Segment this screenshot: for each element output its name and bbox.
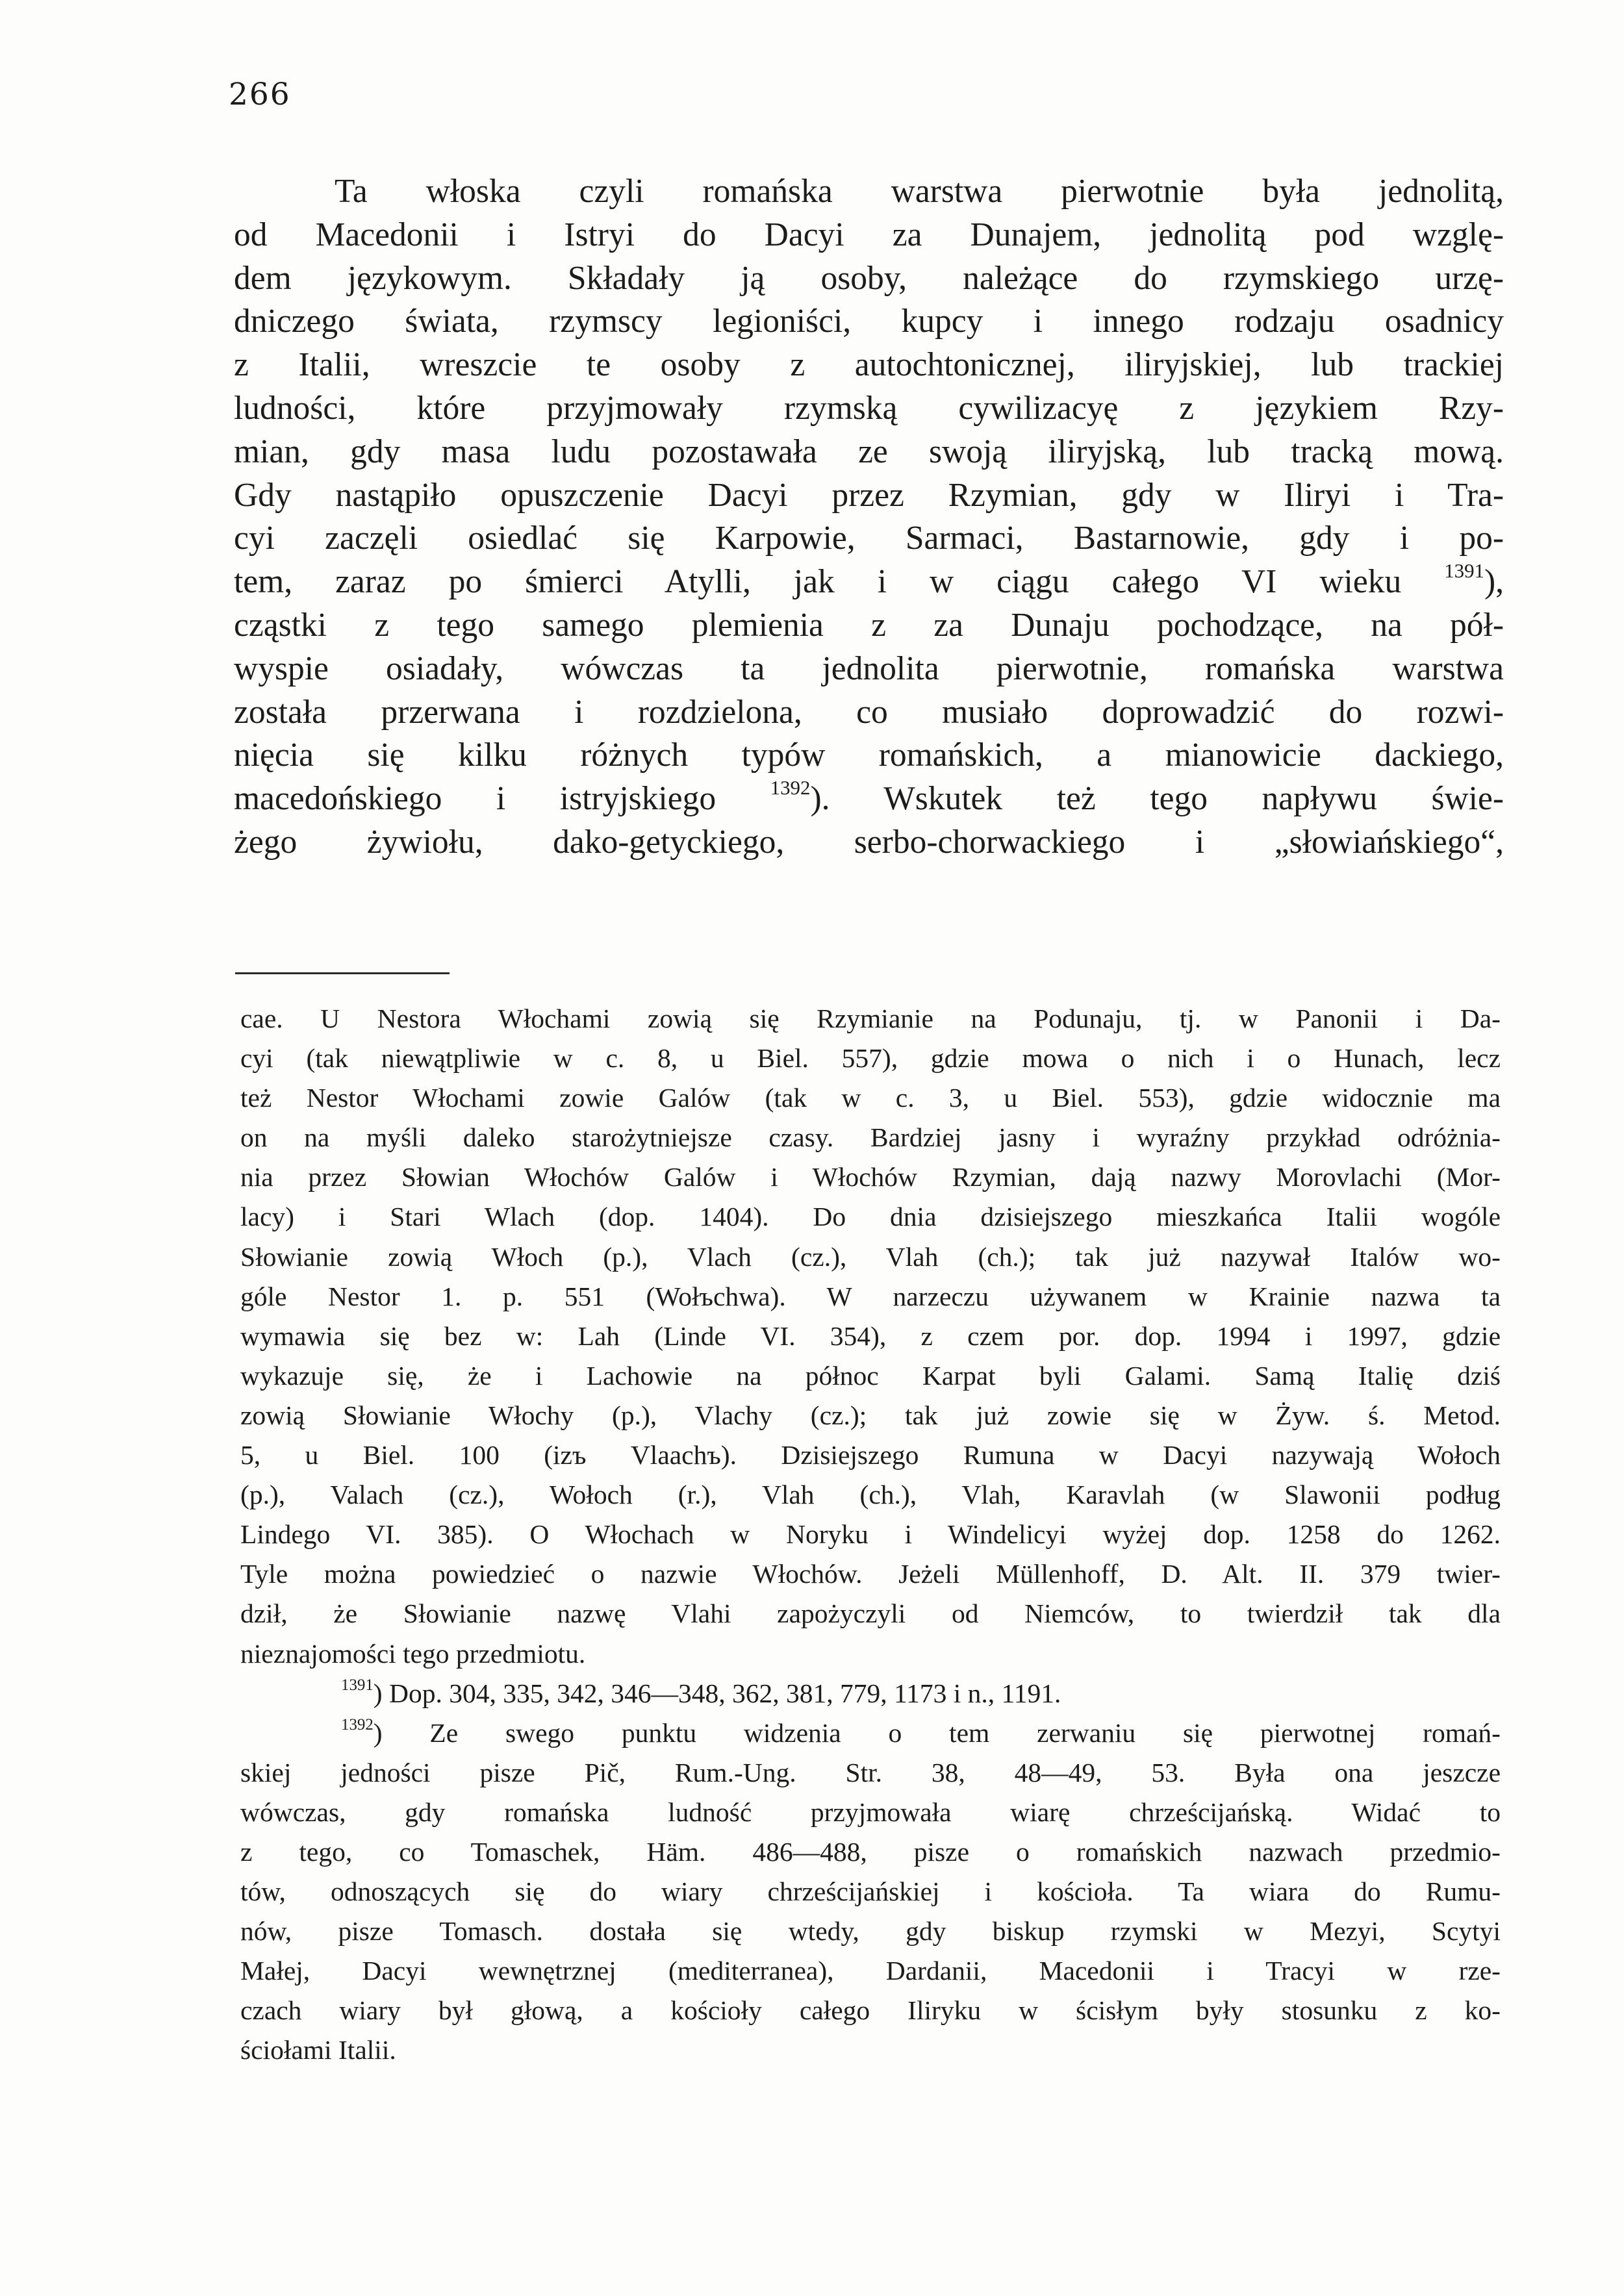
footnote-line: czach wiary był głową, a kościoły całego Iliryku w ścisłym były stosunku z ko- — [240, 1995, 1501, 2026]
footnote-number-1391: 1391 — [341, 1676, 374, 1695]
main-text — [234, 170, 1504, 864]
main-line-text: macedońskiego i istryjskiego — [234, 780, 717, 818]
footnote-line: ściołami Italii. — [240, 2035, 396, 2065]
footnote-1392-text: ) Ze swego punktu widzenia o tem zerwaniu się pierwotnej romań- — [373, 1717, 1501, 1748]
main-line: ludności, które przyjmowały rzymską cywilizacyę z językiem Rzy- — [234, 389, 1504, 427]
footnote-line: Słowianie zowią Włoch (p.), Vlach (cz.), Vlah (ch.); tak już nazywał Italów wo- — [240, 1241, 1501, 1272]
footnote-ref-1392: 1392 — [770, 776, 811, 800]
footnote-line: nia przez Słowian Włochów Galów i Włochów Rzymian, dają nazwy Morovlachi (Mor- — [240, 1162, 1501, 1192]
footnote-line: nów, pisze Tomasch. dostała się wtedy, gdy biskup rzymski w Mezyi, Scytyi — [240, 1916, 1501, 1947]
footnote-line: nieznajomości tego przedmiotu. — [240, 1638, 586, 1669]
main-line: Gdy nastąpiło opuszczenie Dacyi przez Rzymian, gdy w Iliryi i Tra- — [234, 476, 1504, 514]
main-line: od Macedonii i Istryi do Dacyi za Dunajem, jednolitą pod wzglę- — [234, 216, 1504, 253]
footnote-divider — [235, 972, 450, 974]
footnote-line: z tego, co Tomaschek, Häm. 486—488, pisze o romańskich nazwach przedmio- — [240, 1836, 1501, 1867]
footnote-line: skiej jedności pisze Pič, Rum.-Ung. Str. 38, 48—49, 53. Była ona jeszcze — [240, 1757, 1501, 1787]
footnote-line: lacy) i Stari Wlach (dop. 1404). Do dnia dzisiejszego mieszkańca Italii wogóle — [240, 1202, 1501, 1232]
footnote-line: góle Nestor 1. p. 551 (Wołъchwa). W narzeczu używanem w Krainie nazwa ta — [240, 1281, 1501, 1311]
footnote-line: zowią Słowianie Włochy (p.), Vlachy (cz.); tak już zowie się w Żyw. ś. Metod. — [240, 1400, 1501, 1430]
footnote-line: Tyle można powiedzieć o nazwie Włochów. Jeżeli Müllenhoff, D. Alt. II. 379 twier- — [240, 1559, 1501, 1589]
footnote-line: Małej, Dacyi wewnętrznej (mediterranea), Dardanii, Macedonii i Tracyi w rze- — [240, 1956, 1501, 1986]
page-number: 266 — [229, 77, 291, 112]
main-line-with-ref — [234, 561, 1504, 604]
footnote-line: Lindego VI. 385). O Włochach w Noryku i Windelicyi wyżej dop. 1258 do 1262. — [240, 1519, 1501, 1550]
footnote-line: cae. U Nestora Włochami zowią się Rzymianie na Podunaju, tj. w Panonii i Da- — [240, 1003, 1501, 1033]
footnote-line: 5, u Biel. 100 (izъ Vlaachъ). Dzisiejszego Rumuna w Dacyi nazywają Wołoch — [240, 1440, 1501, 1470]
main-line: wyspie osiadały, wówczas ta jednolita pierwotnie, romańska warstwa — [234, 650, 1504, 687]
main-line: z Italii, wreszcie te osoby z autochtonicznej, iliryjskiej, lub trackiej — [234, 346, 1504, 384]
main-line: cząstki z tego samego plemienia z za Dunaju pochodzące, na pół- — [234, 606, 1504, 644]
main-line: została przerwana i rozdzielona, co musiało doprowadzić do rozwi- — [234, 693, 1504, 731]
footnote-ref-1391: 1391 — [1444, 559, 1484, 583]
main-line: Ta włoska czyli romańska warstwa pierwotnie była jednolitą, — [335, 173, 1504, 210]
main-line: nięcia się kilku różnych typów romańskich, a mianowicie dackiego, — [234, 737, 1504, 774]
main-line-end: ), — [1484, 563, 1504, 601]
main-line: cyi zaczęli osiedlać się Karpowie, Sarmaci, Bastarnowie, gdy i po- — [234, 520, 1504, 557]
footnote-1392 — [240, 1713, 1501, 1753]
footnote-line: tów, odnoszących się do wiary chrześcijańskiej i kościoła. Ta wiara do Rumu- — [240, 1876, 1501, 1907]
footnote-1391 — [240, 1674, 1501, 1713]
footnote-line: wówczas, gdy romańska ludność przyjmowała wiarę chrześcijańską. Widać to — [240, 1797, 1501, 1827]
footnote-line: dził, że Słowianie nazwę Vlahi zapożyczyli od Niemców, to twierdził tak dla — [240, 1598, 1501, 1629]
footnote-line: też Nestor Włochami zowie Galów (tak w c. 3, u Biel. 553), gdzie widocznie ma — [240, 1083, 1501, 1113]
main-line: żego żywiołu, dako-getyckiego, serbo-chorwackiego i „słowiańskiego“, — [234, 823, 1504, 861]
footnote-1391-text: ) Dop. 304, 335, 342, 346—348, 362, 381, 779, 1173 i n., 1191. — [373, 1678, 1061, 1708]
footnotes — [240, 999, 1501, 2071]
footnote-number-1392: 1392 — [341, 1716, 374, 1734]
footnote-line: wymawia się bez w: Lah (Linde VI. 354), z czem por. dop. 1994 i 1997, gdzie — [240, 1320, 1501, 1351]
main-line: dem językowym. Składały ją osoby, należące do rzymskiego urzę- — [234, 259, 1504, 297]
main-line-text: tem, zaraz po śmierci Atylli, jak i w ciągu całego VI wieku — [234, 563, 1402, 601]
footnote-line: cyi (tak niewątpliwie w c. 8, u Biel. 557), gdzie mowa o nich i o Hunach, lecz — [240, 1043, 1501, 1074]
main-line-with-ref — [234, 777, 1504, 821]
footnote-line: on na myśli daleko starożytniejsze czasy. Bardziej jasny i wyraźny przykład odróżnia- — [240, 1122, 1501, 1153]
footnote-line: wykazuje się, że i Lachowie na północ Karpat byli Galami. Samą Italię dziś — [240, 1360, 1501, 1391]
main-line-end: ). Wskutek też tego napływu świe- — [810, 780, 1504, 818]
footnote-line: (p.), Valach (cz.), Wołoch (r.), Vlah (ch.), Vlah, Karavlah (w Slawonii podług — [240, 1480, 1501, 1510]
main-line: mian, gdy masa ludu pozostawała ze swoją iliryjską, lub tracką mową. — [234, 433, 1504, 470]
main-line: dniczego świata, rzymscy legioniści, kupcy i innego rodzaju osadnicy — [234, 303, 1504, 340]
